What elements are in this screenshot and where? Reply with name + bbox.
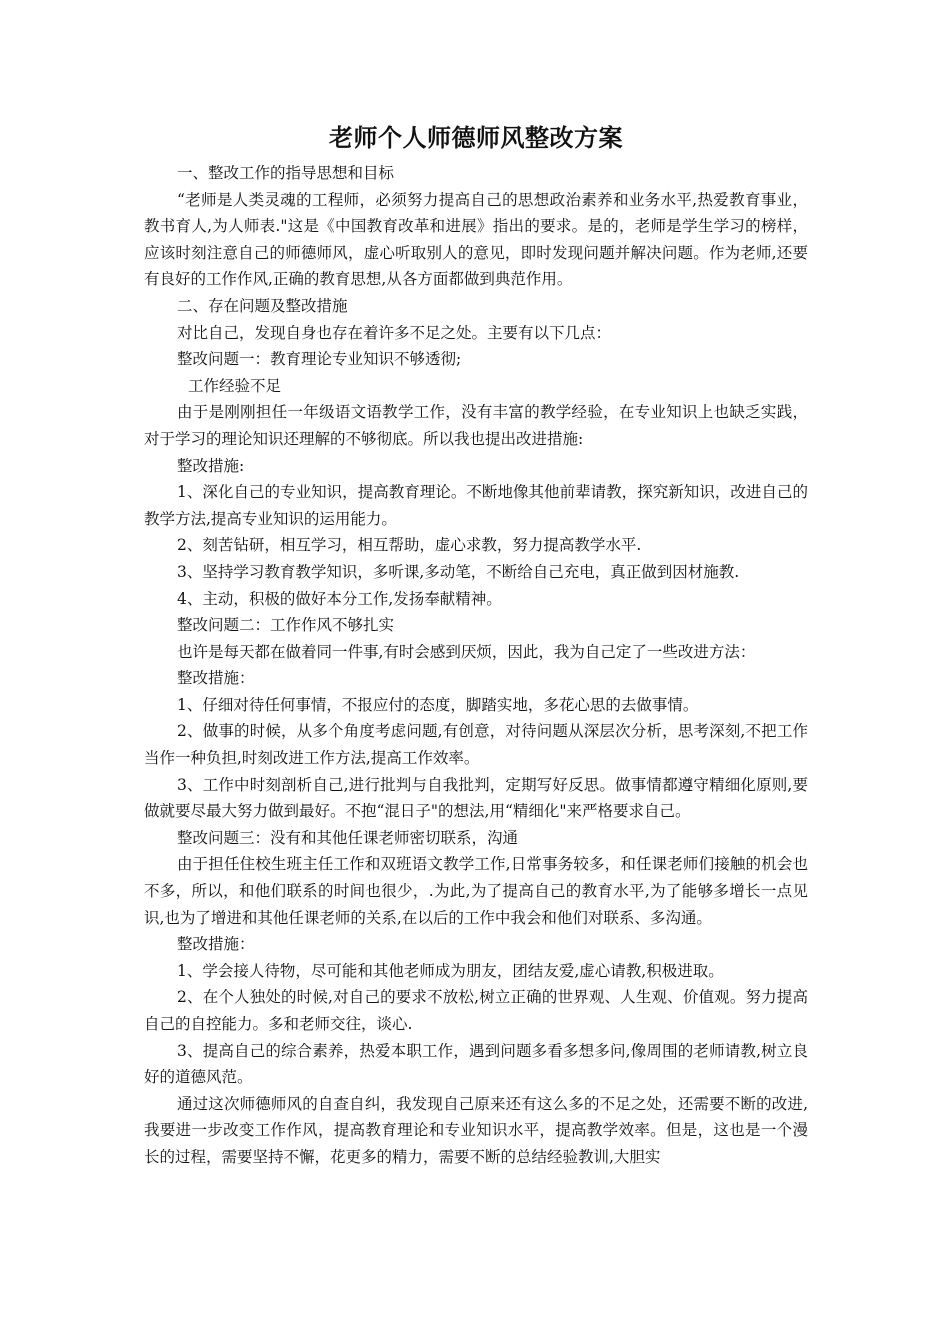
list-item: 3、提高自己的综合素养，热爱本职工作，遇到问题多看多想多问,像周围的老师请教,树立良好的道德风范。 [144,1041,808,1087]
paragraph: 通过这次师德师风的自查自纠，我发现自己原来还有这么多的不足之处，还需要不断的改进,我要进一步改变工作作风，提高教育理论和专业知识水平，提高教学效率。但是，这也是一个漫长的过程，需要坚持不懈，花更多的精力，需要不断的总结经验教训,大胆实 [144,1094,808,1166]
document-page [144,118,808,1171]
list-item: 2、在个人独处的时候,对自己的要求不放松,树立正确的世界观、人生观、价值观。努力提高自己的自控能力。多和老师交往，谈心. [144,988,808,1033]
list-item: 1、仔细对待任何事情，不报应付的态度，脚踏实地，多花心思的去做事情。 [177,695,699,714]
paragraph: 由于担任住校生班主任工作和双班语文教学工作,日常事务较多，和任课老师们接触的机会也不多，所以，和他们联系的时间也很少，.为此,为了提高自己的教育水平,为了能够多增长一点见识,也为了增进和其他任课老师的关系,在以后的工作中我会和他们对联系、多沟通。 [144,855,808,927]
list-item: 3、坚持学习教育教学知识，多听课,多动笔，不断给自己充电，真正做到因材施教. [177,562,740,581]
measures-heading: 整改措施： [177,669,255,688]
paragraph: 由于是刚刚担任一年级语文语教学工作，没有丰富的教学经验，在专业知识上也缺乏实践，对于学习的理论知识还理解的不够彻底。所以我也提出改进措施: [144,403,808,448]
section-heading-2: 二、存在问题及整改措施 [177,296,348,315]
issue-heading-3: 整改问题三：没有和其他任课老师密切联系，沟通 [177,828,519,847]
issue-heading-1: 整改问题一：教育理论专业知识不够透彻; [177,350,462,369]
paragraph: 对比自己，发现自身也存在着许多不足之处。主要有以下几点： [177,323,612,342]
list-item: 2、刻苦钻研，相互学习，相互帮助，虚心求教，努力提高教学水平. [177,536,642,555]
paragraph: “老师是人类灵魂的工程师，必须努力提高自己的思想政治素养和业务水平,热爱教育事业，教书育人,为人师表."这是《中国教育改革和进展》指出的要求。是的，老师是学生学习的榜样，应该时刻注意自己的师德师风，虚心听取别人的意见，即时发现问题并解决问题。作为老师,还要有良好的工作作风,正确的教育思想,从各方面都做到典范作用。 [144,190,808,289]
section-heading-1: 一、整改工作的指导思想和目标 [177,164,395,182]
list-item: 1、学会接人待物，尽可能和其他老师成为朋友，团结友爱,虚心请教,积极进取。 [177,961,724,980]
issue-heading-2: 整改问题二：工作作风不够扎实 [177,616,395,635]
list-item: 1、深化自己的专业知识，提高教育理论。不断地像其他前辈请教，探究新知识，改进自己的教学方法,提高专业知识的运用能力。 [144,483,808,528]
paragraph: 也许是每天都在做着同一件事,有时会感到厌烦，因此，我为自己定了一些改进方法： [177,642,756,661]
issue-subheading: 工作经验不足 [188,376,282,395]
list-item: 2、做事的时候，从多个角度考虑问题,有创意，对待问题从深层次分析，思考深刻,不把工作当作一种负担,时刻改进工作方法,提高工作效率。 [144,722,808,768]
measures-heading: 整改措施： [177,935,255,954]
list-item: 4、主动，积极的做好本分工作,发扬奉献精神。 [177,589,502,608]
measures-heading: 整改措施: [177,456,245,475]
document-title: 老师个人师德师风整改方案 [329,123,623,152]
list-item: 3、工作中时刻剖析自己,进行批判与自我批判，定期写好反思。做事情都遵守精细化原则,要做就要尽最大努力做到最好。不抱“混日子"的想法,用“精细化"来严格要求自己。 [144,775,808,821]
